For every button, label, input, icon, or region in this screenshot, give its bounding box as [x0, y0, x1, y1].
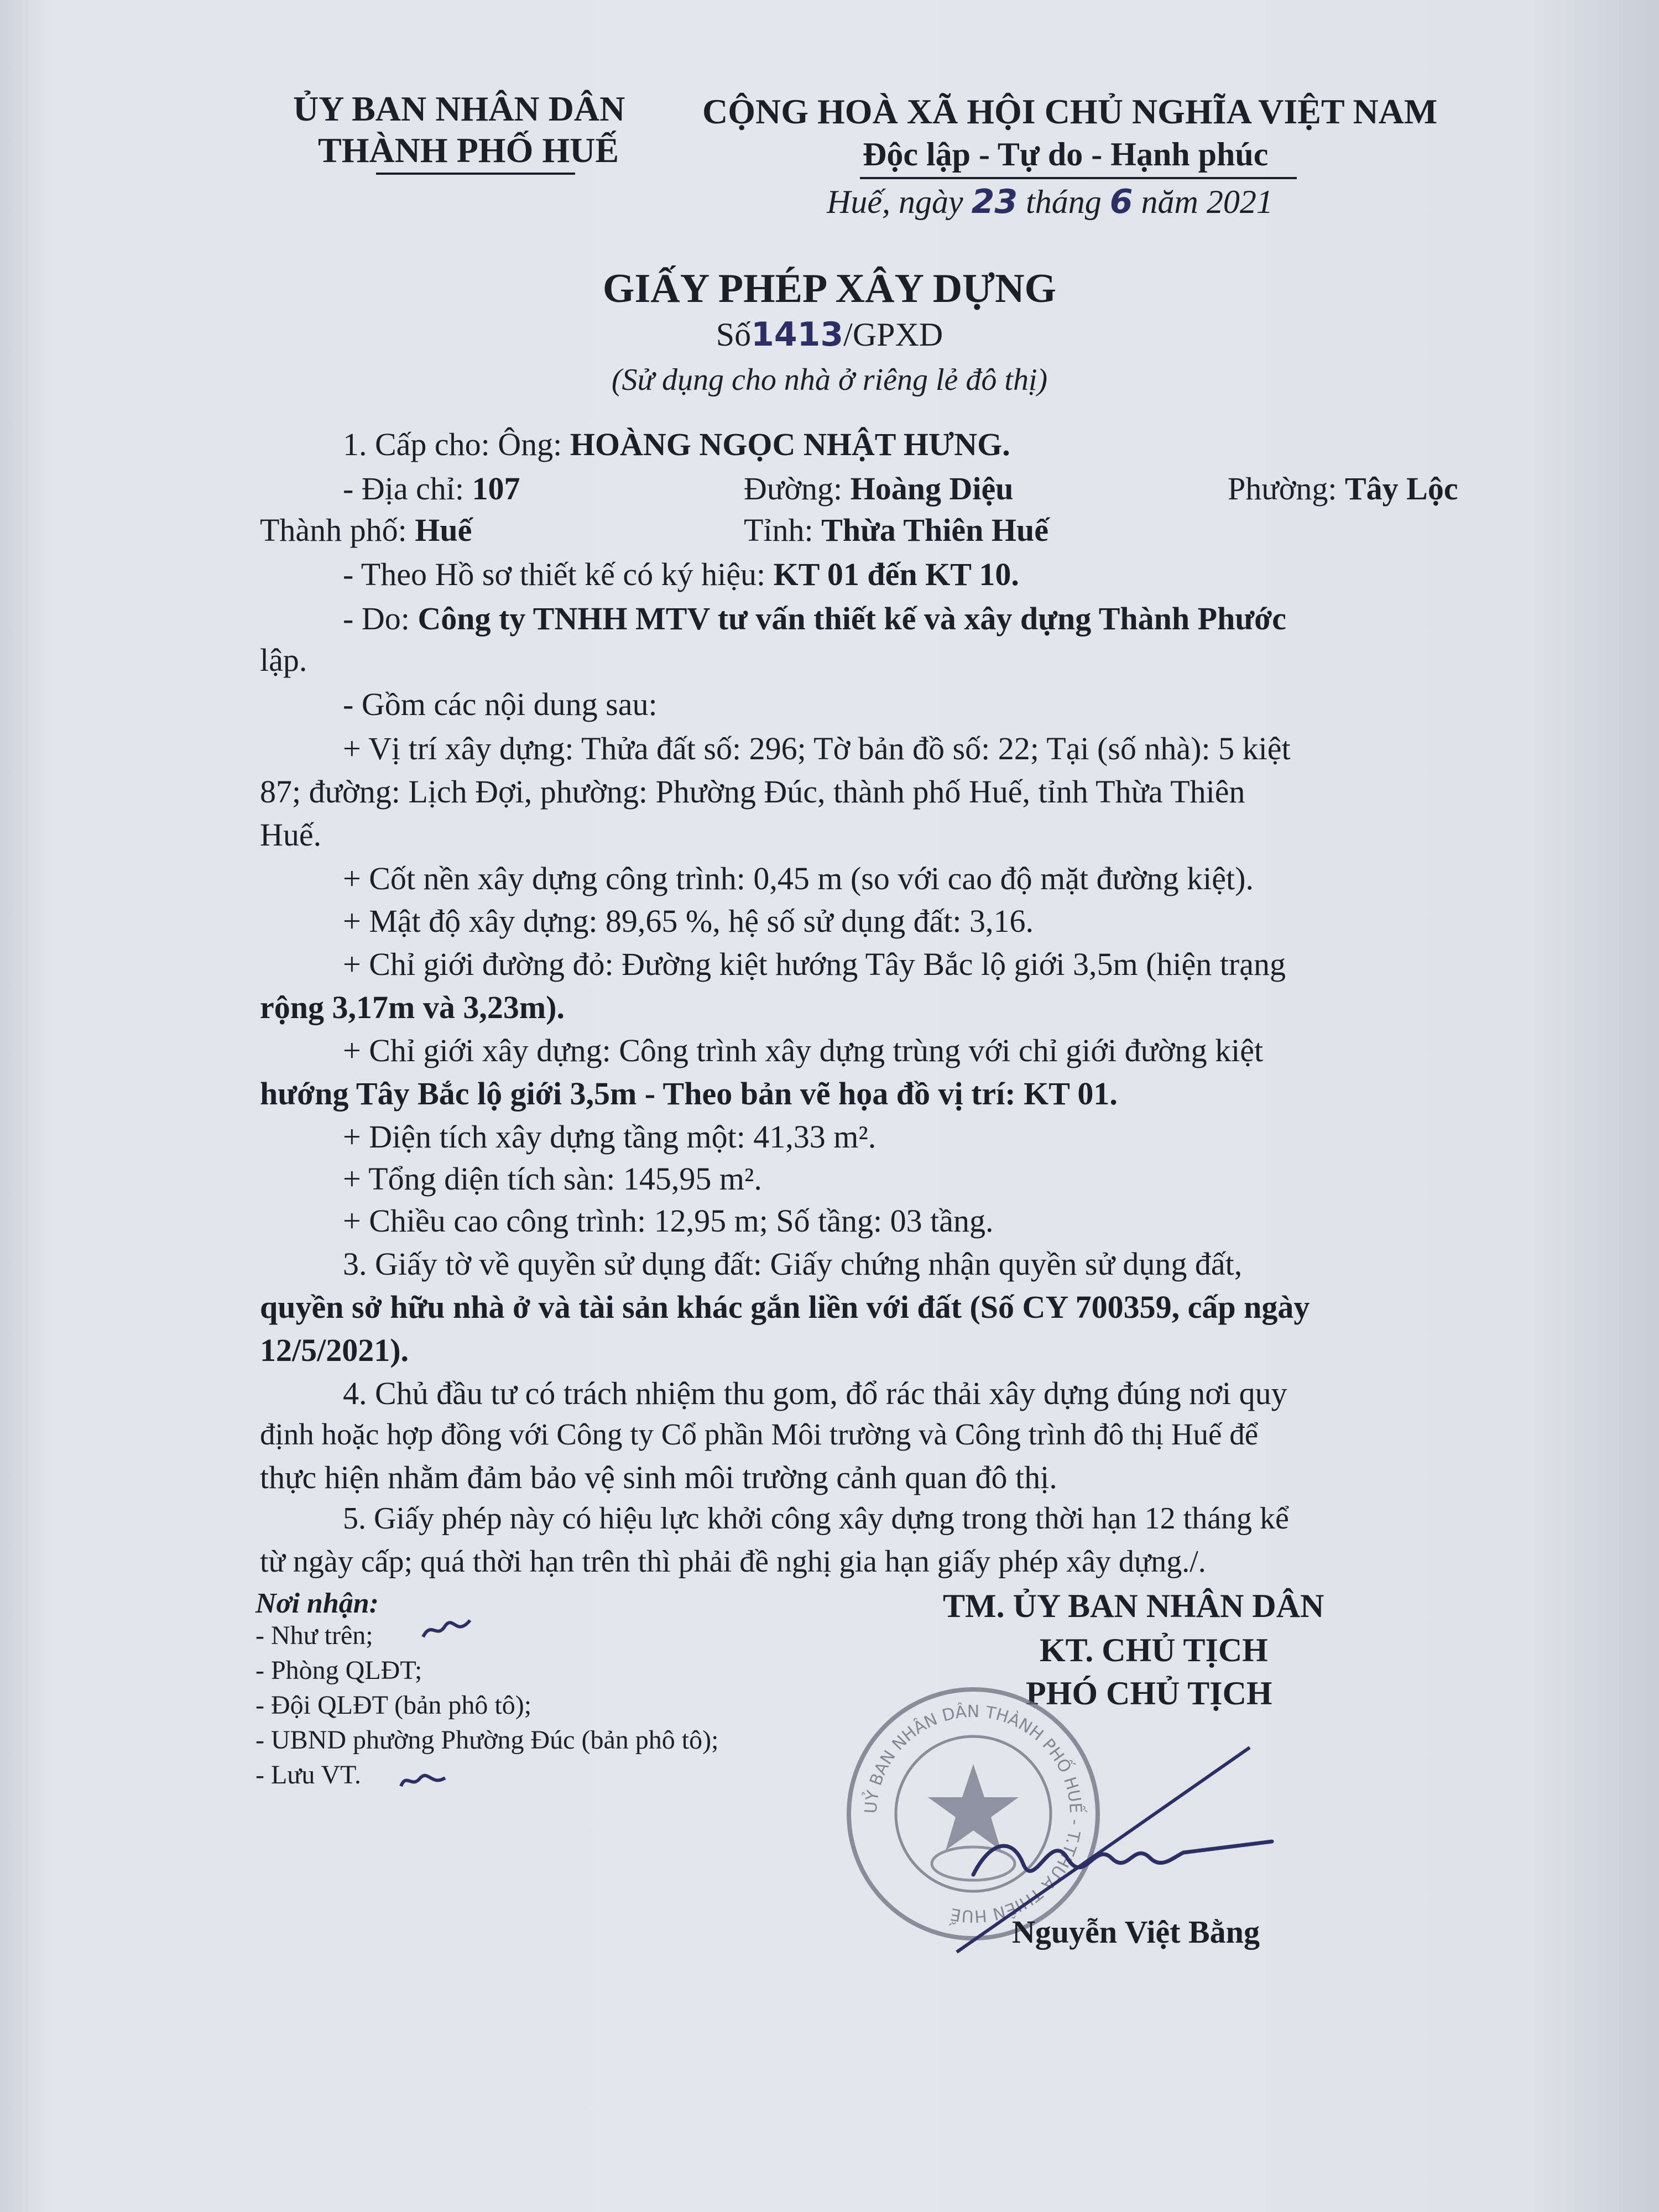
ward-value: Tây Lộc	[1344, 471, 1458, 507]
date-suffix: năm 2021	[1141, 184, 1273, 220]
grant-line	[343, 426, 1010, 463]
number-value: 1413	[751, 315, 844, 354]
address-street	[744, 470, 1013, 507]
issue-date	[827, 182, 1273, 221]
document-title: GIẤY PHÉP XÂY DỰNG	[602, 266, 1057, 311]
street-value: Hoàng Diệu	[850, 471, 1014, 507]
number-prefix: Số	[716, 316, 752, 353]
number-suffix: /GPXD	[843, 316, 943, 353]
designer-company: Công ty TNHH MTV tư vấn thiết kế và xây dựng Thành Phước	[418, 601, 1287, 637]
street-label: Đường:	[744, 471, 843, 507]
land-line2: quyền sở hữu nhà ở và tài sản khác gắn liền với đất (Số CY 700359, cấp ngày	[260, 1289, 1310, 1325]
recipient-item: - UBND phường Phường Đúc (bản phô tô);	[255, 1725, 719, 1755]
issuer-underline	[376, 173, 575, 175]
waste-line1: 4. Chủ đầu tư có trách nhiệm thu gom, đổ rác thải xây dựng đúng nơi quy	[343, 1375, 1287, 1411]
issuer-line2: THÀNH PHỐ HUẾ	[318, 131, 619, 170]
redline-line1: + Chỉ giới đường đỏ: Đường kiệt hướng Tây Bắc lộ giới 3,5m (hiện trạng	[343, 946, 1286, 982]
address-label: - Địa chỉ:	[343, 471, 465, 507]
issuer-line1: ỦY BAN NHÂN DÂN	[293, 89, 625, 128]
location-line1: + Vị trí xây dựng: Thửa đất số: 296; Tờ bản đồ số: 22; Tại (số nhà): 5 kiệt	[343, 731, 1291, 766]
designer-cont: lập.	[260, 642, 307, 678]
address-city	[260, 512, 472, 549]
height-floors: + Chiều cao công trình: 12,95 m; Số tầng: 03 tầng.	[343, 1203, 994, 1239]
recipient-item: - Đội QLĐT (bản phô tô);	[255, 1691, 532, 1720]
address-province	[744, 512, 1048, 549]
recipient-item: - Như trên;	[255, 1621, 373, 1650]
design-label: - Theo Hồ sơ thiết kế có ký hiệu:	[343, 556, 766, 592]
land-line1: 3. Giấy tờ về quyền sử dụng đất: Giấy chứng nhận quyền sử dụng đất,	[343, 1246, 1243, 1282]
location-line3: Huế.	[260, 817, 322, 853]
buildline-line1: + Chỉ giới xây dựng: Công trình xây dựng trùng với chỉ giới đường kiệt	[343, 1032, 1264, 1068]
signature-title2: KT. CHỦ TỊCH	[1040, 1632, 1268, 1668]
motto-underline	[860, 177, 1297, 179]
recipient-item: - Lưu VT.	[255, 1760, 361, 1790]
waste-line2: định hoặc hợp đồng với Công ty Cổ phần Môi trường và Công trình đô thị Huế để	[260, 1417, 1259, 1451]
waste-line3: thực hiện nhằm đảm bảo vệ sinh môi trường cảnh quan đô thị.	[260, 1459, 1057, 1495]
land-line3: 12/5/2021).	[260, 1332, 409, 1368]
nation-title: CỘNG HOÀ XÃ HỘI CHỦ NGHĨA VIỆT NAM	[702, 92, 1438, 131]
grant-label: 1. Cấp cho: Ông:	[343, 426, 562, 462]
nation-motto: Độc lập - Tự do - Hạnh phúc	[863, 136, 1269, 173]
signer-name: Nguyễn Việt Bằng	[1012, 1914, 1260, 1950]
buildline-line2: hướng Tây Bắc lộ giới 3,5m - Theo bản vẽ họa đồ vị trí: KT 01.	[260, 1076, 1118, 1112]
date-mid: tháng	[1026, 184, 1102, 220]
content-label: - Gồm các nội dung sau:	[343, 686, 658, 722]
validity-line1: 5. Giấy phép này có hiệu lực khởi công xây dựng trong thời hạn 12 tháng kể	[343, 1501, 1289, 1536]
validity-line2: từ ngày cấp; quá thời hạn trên thì phải đề nghị gia hạn giấy phép xây dựng./.	[260, 1545, 1206, 1579]
grant-name: HOÀNG NGỌC NHẬT HƯNG.	[570, 426, 1010, 462]
designer-label: - Do:	[343, 601, 410, 637]
province-value: Thừa Thiên Huế	[821, 512, 1049, 548]
area-total: + Tổng diện tích sàn: 145,95 m².	[343, 1161, 762, 1197]
recipients-title: Nơi nhận:	[255, 1588, 379, 1619]
initials-mark	[398, 1767, 448, 1792]
permit-usage: (Sử dụng cho nhà ở riêng lẻ đô thị)	[611, 363, 1048, 397]
design-ref	[343, 556, 1019, 593]
initials-mark	[420, 1615, 476, 1642]
address-value: 107	[472, 471, 520, 507]
city-label: Thành phố:	[260, 512, 407, 548]
address-number	[343, 470, 520, 507]
signature-title3: PHÓ CHỦ TỊCH	[1026, 1675, 1272, 1712]
date-day: 23	[971, 182, 1018, 221]
design-code: KT 01 đến KT 10.	[773, 556, 1019, 592]
area-first-floor: + Diện tích xây dựng tầng một: 41,33 m².	[343, 1119, 877, 1155]
seal-ring-text: UỶ BAN NHÂN DÂN THÀNH PHỐ HUẾ - T.THỪA THIÊN HUẾ	[861, 1702, 1086, 1926]
elevation-line: + Cốt nền xây dựng công trình: 0,45 m (so với cao độ mặt đường kiệt).	[343, 860, 1254, 896]
city-value: Huế	[415, 512, 472, 548]
designer	[343, 600, 1286, 637]
date-prefix: Huế, ngày	[827, 184, 963, 220]
redline-line2: rộng 3,17m và 3,23m).	[260, 989, 565, 1025]
recipient-item: - Phòng QLĐT;	[255, 1656, 422, 1685]
address-ward	[1228, 470, 1458, 507]
location-line2: 87; đường: Lịch Đợi, phường: Phường Đúc, thành phố Huế, tỉnh Thừa Thiên	[260, 774, 1245, 810]
permit-number	[0, 315, 1659, 354]
signature-title1: TM. ỦY BAN NHÂN DÂN	[943, 1588, 1324, 1624]
density-line: + Mật độ xây dựng: 89,65 %, hệ số sử dụng đất: 3,16.	[343, 903, 1034, 939]
ward-label: Phường:	[1228, 471, 1337, 507]
province-label: Tỉnh:	[744, 512, 813, 548]
date-month: 6	[1109, 182, 1133, 221]
